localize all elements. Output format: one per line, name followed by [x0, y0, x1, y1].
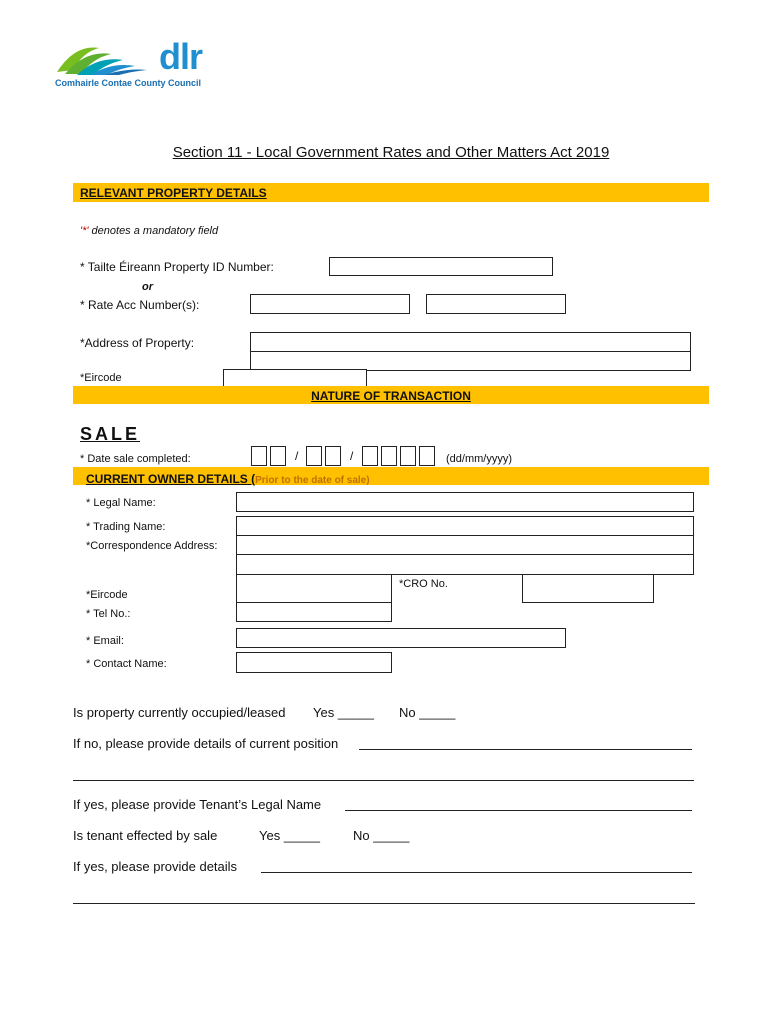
eircode-input[interactable]: [223, 369, 367, 387]
address-label: *Address of Property:: [80, 336, 195, 350]
page-title: Section 11 - Local Government Rates and Other Matters Act 2019: [172, 144, 610, 161]
occupied-question: Is property currently occupied/leased: [73, 705, 286, 720]
date-day-1[interactable]: [251, 446, 267, 466]
legal-name-input[interactable]: [236, 492, 694, 512]
date-day-2[interactable]: [270, 446, 286, 466]
date-format-hint: (dd/mm/yyyy): [446, 453, 512, 465]
date-year-4[interactable]: [419, 446, 435, 466]
date-year-3[interactable]: [400, 446, 416, 466]
trading-name-input[interactable]: [236, 516, 694, 536]
yes-details-line-1[interactable]: [261, 872, 692, 873]
tailte-id-label: * Tailte Éireann Property ID Number:: [80, 260, 274, 274]
legal-name-label: * Legal Name:: [86, 497, 156, 509]
tenant-yes[interactable]: Yes _____: [259, 828, 320, 843]
tenant-name-line[interactable]: [345, 810, 692, 811]
date-sep-1: /: [295, 449, 299, 463]
date-year-2[interactable]: [381, 446, 397, 466]
no-details-line-1[interactable]: [359, 749, 692, 750]
mandatory-note: [80, 225, 218, 237]
rate-acc-label: * Rate Acc Number(s):: [80, 298, 200, 312]
tenant-no[interactable]: No _____: [353, 828, 410, 843]
email-label: * Email:: [86, 635, 124, 647]
yes-details-line-2[interactable]: [73, 903, 695, 904]
no-details-line-2[interactable]: [73, 780, 694, 781]
tenant-affected-question: Is tenant effected by sale: [73, 828, 218, 843]
council-logo: [55, 36, 225, 92]
current-owner-title: CURRENT OWNER DETAILS (: [86, 472, 256, 486]
contact-name-label: * Contact Name:: [86, 658, 167, 670]
tailte-id-input[interactable]: [329, 257, 553, 276]
contact-name-input[interactable]: [236, 652, 392, 673]
correspondence-label: *Correspondence Address:: [86, 540, 218, 552]
date-month-2[interactable]: [325, 446, 341, 466]
mandatory-note-mark: '*': [80, 225, 89, 237]
current-owner-note: Prior to the date of sale): [255, 475, 370, 486]
tenant-name-question: If yes, please provide Tenant’s Legal Name: [73, 797, 322, 812]
cro-label: *CRO No.: [399, 578, 448, 590]
logo-wordmark: dlr: [159, 36, 203, 77]
address-input-line-1[interactable]: [250, 332, 691, 352]
current-owner-heading: [86, 470, 370, 488]
address-input-line-2[interactable]: [250, 351, 691, 371]
no-details-question: If no, please provide details of current position: [73, 736, 339, 751]
occupied-yes[interactable]: Yes _____: [313, 705, 374, 720]
rate-acc-input-2[interactable]: [426, 294, 566, 314]
logo-tagline: Comhairle Contae County Council: [55, 78, 202, 88]
date-sep-2: /: [350, 449, 354, 463]
eircode-label: *Eircode: [80, 372, 122, 384]
tel-input[interactable]: [236, 602, 392, 622]
email-input[interactable]: [236, 628, 566, 648]
relevant-property-heading: RELEVANT PROPERTY DETAILS: [80, 186, 267, 200]
nature-heading: NATURE OF TRANSACTION: [311, 389, 471, 403]
trading-name-label: * Trading Name:: [86, 521, 166, 533]
correspondence-input-line-1[interactable]: [236, 535, 694, 555]
occupied-no[interactable]: No _____: [399, 705, 456, 720]
date-year-1[interactable]: [362, 446, 378, 466]
or-label: or: [142, 281, 153, 293]
sale-heading: SALE: [80, 424, 141, 444]
correspondence-input-line-2[interactable]: [236, 554, 694, 575]
council-logo-icon: [55, 40, 155, 80]
mandatory-note-text: denotes a mandatory field: [88, 225, 219, 237]
tel-label: * Tel No.:: [86, 608, 131, 620]
cro-input[interactable]: [522, 574, 654, 603]
date-month-1[interactable]: [306, 446, 322, 466]
date-sale-label: * Date sale completed:: [80, 453, 191, 465]
yes-details-question: If yes, please provide details: [73, 859, 238, 874]
rate-acc-input-1[interactable]: [250, 294, 410, 314]
correspondence-input-line-3[interactable]: [236, 574, 392, 603]
owner-eircode-label: *Eircode: [86, 589, 128, 601]
